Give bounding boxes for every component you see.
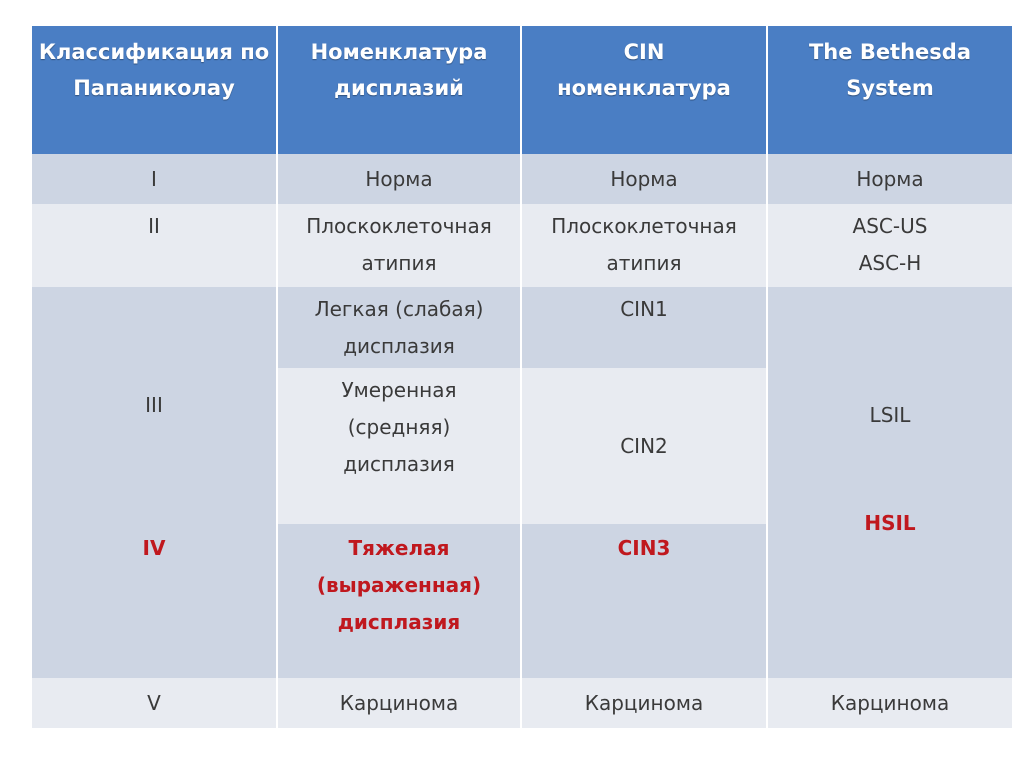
classification-table [32, 26, 1006, 728]
cell-text: дисплазия [343, 334, 455, 358]
tbs-lsil-label: LSIL [869, 403, 911, 427]
cell-text: атипия [606, 251, 682, 275]
tbs-hsil-label: HSIL [864, 511, 916, 535]
header-line: Номенклатура [310, 40, 488, 64]
header-line: номенклатура [557, 76, 731, 100]
header-papanicolaou [32, 26, 276, 154]
cell-pap-ii [32, 204, 276, 287]
header-line: CIN [623, 40, 665, 64]
cell-cin1 [522, 287, 766, 368]
cell-text: Норма [365, 166, 433, 191]
cell-text: Норма [610, 166, 678, 191]
cell-text: Умеренная [341, 378, 457, 402]
cell-text: Плоскоклеточная [551, 214, 737, 238]
cell-text: ASC-US [852, 214, 928, 238]
header-line: The Bethesda [808, 40, 971, 64]
cell-text: (выраженная) [316, 573, 482, 597]
cell-tbs-carcinoma [768, 678, 1012, 728]
cell-dysplasia-mild [278, 287, 520, 368]
cell-dysplasia-severe [278, 524, 520, 678]
header-bethesda-system [768, 26, 1012, 154]
cell-pap-v [32, 678, 276, 728]
cell-text: III [145, 393, 163, 417]
cell-text: CIN1 [620, 297, 668, 321]
cell-text: Карцинома [584, 690, 704, 715]
cell-cin-carcinoma [522, 678, 766, 728]
cell-text: (средняя) [347, 415, 451, 439]
cell-text: II [148, 214, 160, 238]
cell-text: Карцинома [339, 690, 459, 715]
cell-cin-norm [522, 154, 766, 204]
cell-text: Норма [856, 166, 924, 191]
cell-text: дисплазия [337, 610, 461, 634]
cell-text: I [151, 166, 157, 191]
cell-text: CIN2 [620, 433, 668, 458]
cell-pap-i [32, 154, 276, 204]
cell-text: CIN3 [617, 536, 671, 560]
cell-text: V [147, 690, 161, 715]
cell-text: Легкая (слабая) [314, 297, 484, 321]
cell-tbs-norm [768, 154, 1012, 204]
cell-text: дисплазия [343, 452, 455, 476]
cell-text: ASC-H [858, 251, 922, 275]
cell-text: IV [142, 536, 166, 560]
cell-text: атипия [361, 251, 437, 275]
cell-pap-iv [32, 524, 276, 678]
cell-text: Карцинома [830, 690, 950, 715]
cell-dysplasia-moderate [278, 368, 520, 524]
cell-dysplasia-norm [278, 154, 520, 204]
cell-cin-atypia [522, 204, 766, 287]
cell-cin3 [522, 524, 766, 678]
cell-tbs-sil [768, 287, 1012, 678]
header-line: дисплазий [334, 76, 464, 100]
cell-pap-iii [32, 287, 276, 524]
header-line: System [846, 76, 934, 100]
cell-text: Плоскоклеточная [306, 214, 492, 238]
header-cin-nomenclature [522, 26, 766, 154]
header-line: Папаниколау [73, 76, 235, 100]
cell-cin2 [522, 368, 766, 524]
header-dysplasia-nomenclature [278, 26, 520, 154]
header-line: Классификация по [38, 40, 270, 64]
cell-text: Тяжелая [348, 536, 450, 560]
cell-dysplasia-carcinoma [278, 678, 520, 728]
cell-dysplasia-atypia [278, 204, 520, 287]
cell-tbs-asc [768, 204, 1012, 287]
